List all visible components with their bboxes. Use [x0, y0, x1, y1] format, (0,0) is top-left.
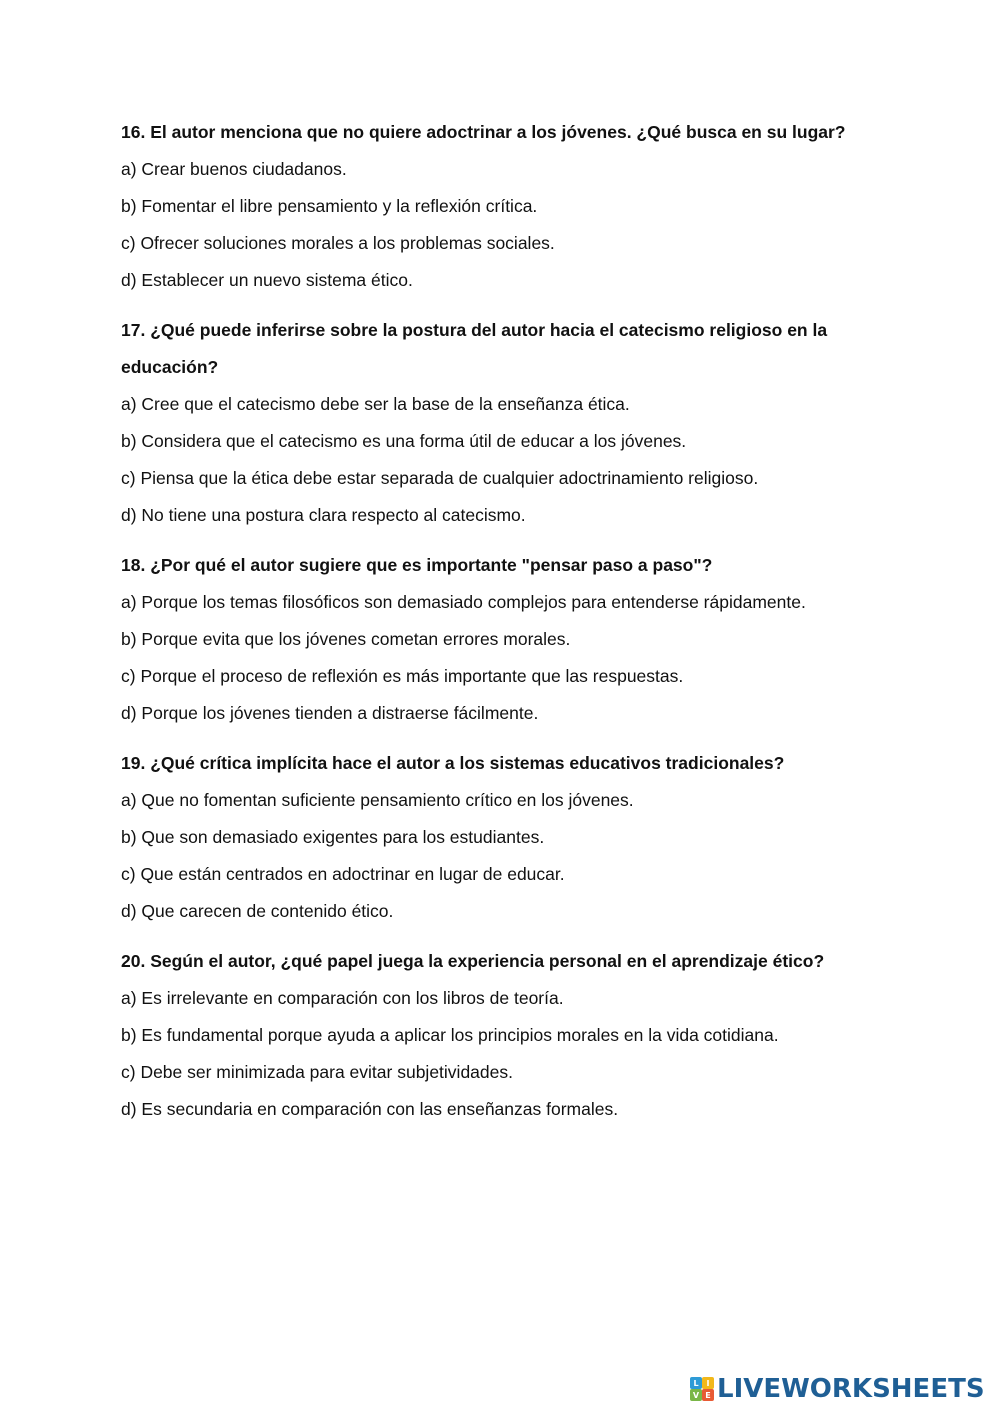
liveworksheets-logo: [690, 1372, 985, 1406]
question-20: [121, 943, 881, 1128]
option-c: c) Piensa que la ética debe estar separada de cualquier adoctrinamiento religioso.: [121, 468, 759, 488]
option-a: a) Porque los temas filosóficos son demasiado complejos para entenderse rápidamente.: [121, 592, 806, 612]
logo-mark-letter: I: [702, 1377, 714, 1389]
option-d: d) No tiene una postura clara respecto al catecismo.: [121, 505, 526, 525]
question-18: [121, 547, 881, 732]
option-a: a) Es irrelevante en comparación con los libros de teoría.: [121, 988, 564, 1008]
option-d: d) Establecer un nuevo sistema ético.: [121, 270, 413, 290]
option-a: a) Que no fomentan suficiente pensamiento crítico en los jóvenes.: [121, 790, 634, 810]
option-d: d) Es secundaria en comparación con las enseñanzas formales.: [121, 1099, 619, 1119]
option-d: d) Que carecen de contenido ético.: [121, 901, 394, 921]
option-b: b) Es fundamental porque ayuda a aplicar los principios morales en la vida cotidiana.: [121, 1025, 779, 1045]
question-19: [121, 745, 881, 930]
question-17: [121, 312, 881, 534]
option-c: c) Ofrecer soluciones morales a los problemas sociales.: [121, 233, 555, 253]
option-d: d) Porque los jóvenes tienden a distraerse fácilmente.: [121, 703, 539, 723]
question-title: 20. Según el autor, ¿qué papel juega la experiencia personal en el aprendizaje ético?: [121, 951, 825, 971]
option-b: b) Considera que el catecismo es una forma útil de educar a los jóvenes.: [121, 431, 687, 451]
question-title: 18. ¿Por qué el autor sugiere que es importante "pensar paso a paso"?: [121, 555, 713, 575]
option-b: b) Porque evita que los jóvenes cometan errores morales.: [121, 629, 571, 649]
question-title: 16. El autor menciona que no quiere adoctrinar a los jóvenes. ¿Qué busca en su lugar?: [121, 122, 846, 142]
logo-mark-letter: V: [690, 1389, 702, 1401]
option-c: c) Porque el proceso de reflexión es más importante que las respuestas.: [121, 666, 684, 686]
option-c: c) Que están centrados en adoctrinar en lugar de educar.: [121, 864, 565, 884]
option-a: a) Cree que el catecismo debe ser la base de la enseñanza ética.: [121, 394, 630, 414]
option-c: c) Debe ser minimizada para evitar subjetividades.: [121, 1062, 513, 1082]
question-title: 19. ¿Qué crítica implícita hace el autor a los sistemas educativos tradicionales?: [121, 753, 785, 773]
question-title: 17. ¿Qué puede inferirse sobre la postura del autor hacia el catecismo religioso en la educación?: [121, 320, 828, 377]
question-16: [121, 114, 881, 299]
option-b: b) Fomentar el libre pensamiento y la reflexión crítica.: [121, 196, 538, 216]
option-a: a) Crear buenos ciudadanos.: [121, 159, 347, 179]
logo-mark-letter: E: [702, 1389, 714, 1401]
worksheet-content: [121, 114, 881, 1141]
logo-mark-letter: L: [690, 1377, 702, 1389]
option-b: b) Que son demasiado exigentes para los estudiantes.: [121, 827, 545, 847]
liveworksheets-logo-icon: [690, 1377, 714, 1401]
logo-wordmark: LIVEWORKSHEETS: [717, 1374, 985, 1404]
